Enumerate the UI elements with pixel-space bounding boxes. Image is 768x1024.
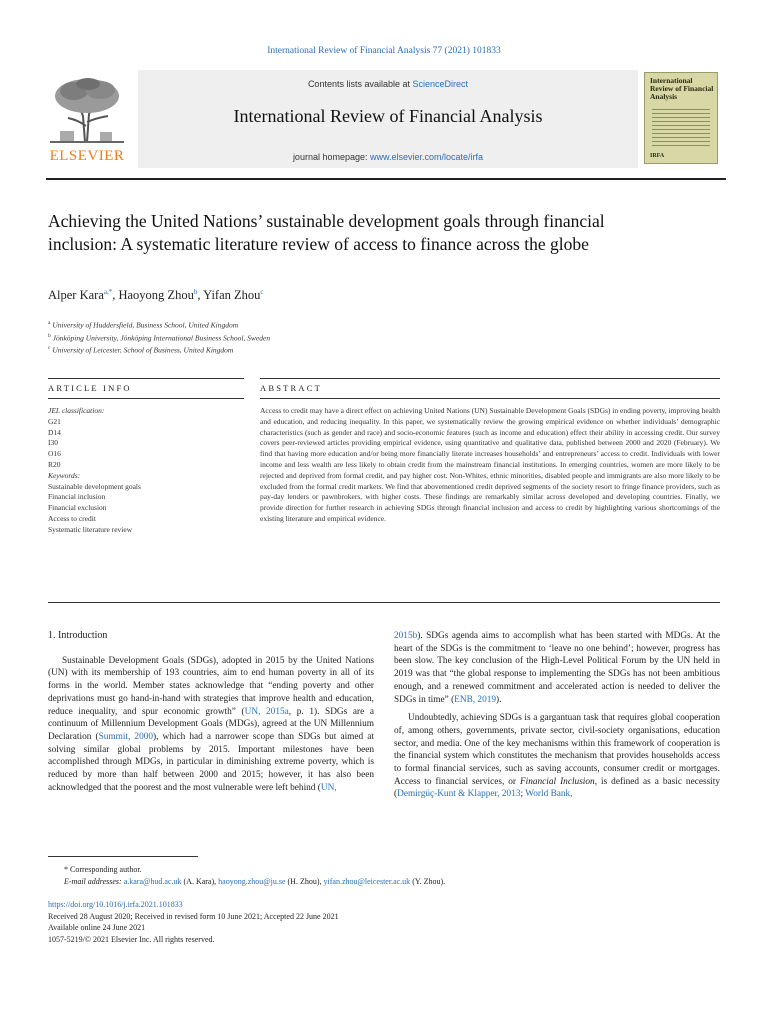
author-marks[interactable]: c: [260, 288, 264, 296]
author-name[interactable]: Yifan Zhou: [203, 288, 261, 303]
journal-header: [46, 70, 726, 176]
article-info-top-rule: [48, 378, 244, 379]
body-text: ;: [520, 789, 526, 800]
copyright: 1057-5219/© 2021 Elsevier Inc. All rights reserved.: [48, 934, 215, 944]
author-name[interactable]: Haoyong Zhou: [118, 288, 194, 303]
jel-code: I30: [48, 438, 58, 448]
body-paragraph: [394, 630, 720, 706]
affiliation-mark: c: [48, 345, 51, 351]
author-marks[interactable]: b: [193, 288, 198, 296]
keyword: Financial exclusion: [48, 503, 107, 513]
email-owner: (A. Kara),: [181, 877, 219, 886]
corresponding-author-note: * Corresponding author.: [64, 865, 142, 874]
jel-label: JEL classification:: [48, 406, 105, 415]
email-link[interactable]: a.kara@hud.ac.uk: [123, 877, 182, 886]
header-divider: [46, 178, 726, 180]
body-column-right: [394, 630, 720, 801]
affiliation-text: University of Huddersfield, Business School, United Kingdom: [52, 320, 239, 330]
keyword: Sustainable development goals: [48, 481, 141, 491]
homepage-line: [138, 152, 638, 162]
emphasis-term: Financial Inclusion: [519, 776, 595, 787]
affiliation-text: University of Leicester, School of Business, United Kingdom: [52, 345, 234, 355]
email-owner: (Y. Zhou).: [410, 877, 446, 886]
received-dates: Received 28 August 2020; Received in revised form 10 June 2021; Accepted 22 June 2021: [48, 911, 339, 921]
jel-code: D14: [48, 427, 61, 437]
email-owner: (H. Zhou),: [285, 877, 324, 886]
elsevier-tree-icon: [50, 76, 124, 144]
cover-title: International Review of Financial Analysis: [650, 76, 714, 101]
homepage-prefix: journal homepage:: [292, 152, 368, 162]
email-label: E-mail addresses:: [64, 877, 122, 886]
running-citation[interactable]: International Review of Financial Analysis 77 (2021) 101833: [267, 46, 501, 56]
citation-link[interactable]: ENB, 2019: [454, 694, 497, 705]
article-info-heading: ARTICLE INFO: [48, 383, 132, 393]
body-text: ), which had a narrower scope than SDGs but aimed at solving similar global problems by 2015. Important milestones have been accomplished through MDGs, in particular in diminishing extreme poverty, which is reduced by more than half between 2000 and 2015; however, it has also been acknowledged that the poorest and the most vulnerable were left behind (: [48, 731, 374, 793]
citation-link[interactable]: World Bank,: [525, 789, 573, 800]
abstract-bottom-rule: [48, 602, 720, 603]
abstract-heading: ABSTRACT: [260, 383, 322, 393]
jel-code: R20: [48, 459, 61, 469]
body-text: , p. 1). SDGs are a continuum of Millennium Development Goals (MDGs), agreed at the UN Millennium Declaration (: [48, 706, 375, 742]
keyword: Financial inclusion: [48, 492, 106, 502]
journal-homepage-link[interactable]: www.elsevier.com/locate/irfa: [370, 152, 484, 162]
cover-badge: IRFA: [650, 153, 665, 159]
available-online: Available online 24 June 2021: [48, 923, 146, 932]
journal-title: International Review of Financial Analysis: [233, 106, 543, 126]
elsevier-logo[interactable]: [46, 70, 128, 168]
section-heading-introduction: 1. Introduction: [48, 630, 108, 641]
email-addresses: [48, 876, 445, 888]
author-list: Alper Kara$^{a,*}$, Haoyong Zhou$^b$, Yifan Zhou$^c$: [48, 288, 264, 303]
journal-banner: [138, 70, 638, 168]
footnotes: [48, 864, 445, 888]
abstract-text: Access to credit may have a direct effect on achieving United Nations (UN) Sustainable Development Goals (SDGs) in ending poverty, improving health and education, and reducing inequality. In this paper, we systematically review the growing empirical evidence on whether individuals’ demographic characteristics (such as gender and race) and socio-economic features (such as income and education) effect their ability in accessing credit. Our survey covers peer-reviewed articles providing empirical evidence, using quantitative and qualitative data, published between 2000 and 2020 (February). We find that having more education and/or being more financially literate increases households’ and entrepreneurs’ access to credit. Individuals with lower income and less wealth are less likely to obtain credit from the mainstream financial institutions. In emerging countries, women are more likely to be rejected and deprived from formal credit, and pay higher cost. Non-Whites, ethnic minorities, disabled people and immigrants are also more likely to be excluded from the formal credit markets. We find that abovementioned credit deprived segments of the society resort to fringe finance providers, such as pay-day lenders or pawnbrokers, with higher costs. These findings are remarkably similar across developed and developing countries. Finally, we provide direction for further research in achieving SDGs through financial inclusion and access to credit by highlighting various shortcomings of the existing literature and empirical evidence.: [260, 406, 720, 523]
affiliation-text: Jönköping University, Jönköping International Business School, Sweden: [52, 333, 271, 342]
citation-link[interactable]: Demirgüç-Kunt & Klapper, 2013: [397, 789, 521, 800]
body-column-left: [48, 630, 374, 794]
body-paragraph: [394, 712, 720, 801]
jel-code: O16: [48, 449, 61, 459]
affiliation: [48, 343, 270, 356]
article-info: [48, 406, 141, 536]
sciencedirect-link[interactable]: ScienceDirect: [412, 79, 469, 89]
body-text: Undoubtedly, achieving SDGs is a gargantuan task that requires global cooperation of, among others, governments, private sector, civil-society organisations, education sector, and media. One of the key mechanisms within this framework of cooperation is the financial system which constitutes the mechanism that provides households access to formal financial services, such as saving accounts, consumer credit or mortgages. Access to financial services, or: [394, 713, 720, 787]
keyword: Systematic literature review: [48, 524, 133, 534]
body-paragraph: [48, 655, 374, 795]
footnote-rule: [48, 856, 198, 857]
body-text: , is defined as a basic necessity (: [394, 776, 721, 800]
body-text: ).: [496, 694, 502, 705]
affiliations: [48, 318, 270, 356]
affiliation-mark: a: [48, 320, 51, 326]
jel-code: G21: [48, 416, 61, 426]
keyword: Access to credit: [48, 513, 96, 523]
email-link[interactable]: yifan.zhou@leicester.ac.uk: [323, 877, 411, 886]
affiliation: [48, 331, 270, 344]
email-link[interactable]: haoyong.zhou@ju.se: [218, 877, 286, 886]
publication-info: [48, 899, 339, 945]
journal-cover-thumbnail[interactable]: [644, 72, 718, 164]
cover-text-lines: [652, 109, 710, 149]
author-name[interactable]: Alper Kara: [48, 288, 104, 303]
keywords-label: Keywords:: [48, 470, 81, 480]
contents-prefix: Contents lists available at: [307, 79, 410, 89]
contents-line: [138, 79, 638, 89]
citation-link[interactable]: UN, 2015a: [244, 706, 289, 717]
citation-link[interactable]: 2015b: [394, 631, 418, 641]
citation-link[interactable]: UN,: [320, 782, 337, 793]
affiliation-mark: b: [48, 332, 51, 339]
abstract-sub-rule: [260, 398, 720, 399]
abstract-top-rule: [260, 378, 720, 379]
article-title: Achieving the United Nations’ sustainable development goals through financial inclusion: A systematic literature review of access to finance across the globe: [48, 211, 605, 254]
affiliation: [48, 318, 270, 331]
author-marks[interactable]: a,*: [103, 288, 113, 296]
citation-link[interactable]: Summit, 2000: [98, 731, 154, 742]
doi-link[interactable]: https://doi.org/10.1016/j.irfa.2021.101833: [48, 900, 183, 909]
body-text: ). SDGs agenda aims to accomplish what has been started with MDGs. At the heart of the SDGs is the commitment to ‘leave no one behind’; however, progress has been slow. The key conclusion of the High-Level Political Forum by the UN held in 2019 was that “the global response to implementing the SDGs has not been ambitious enough, and a renewed commitment and accelerated action is needed to deliver the SDGs in time” (: [394, 631, 720, 705]
body-text: Sustainable Development Goals (SDGs), adopted in 2015 by the United Nations (UN) with its membership of 193 countries, aim to end human poverty in all of its forms in the world. Member states acknowledge that “ending poverty and other deprivations must go hand-in-hand with strategies that improve health and education, reduce inequality, and spur economic growth” (: [48, 655, 374, 717]
article-info-sub-rule: [48, 398, 244, 399]
elsevier-wordmark: ELSEVIER: [49, 148, 125, 164]
